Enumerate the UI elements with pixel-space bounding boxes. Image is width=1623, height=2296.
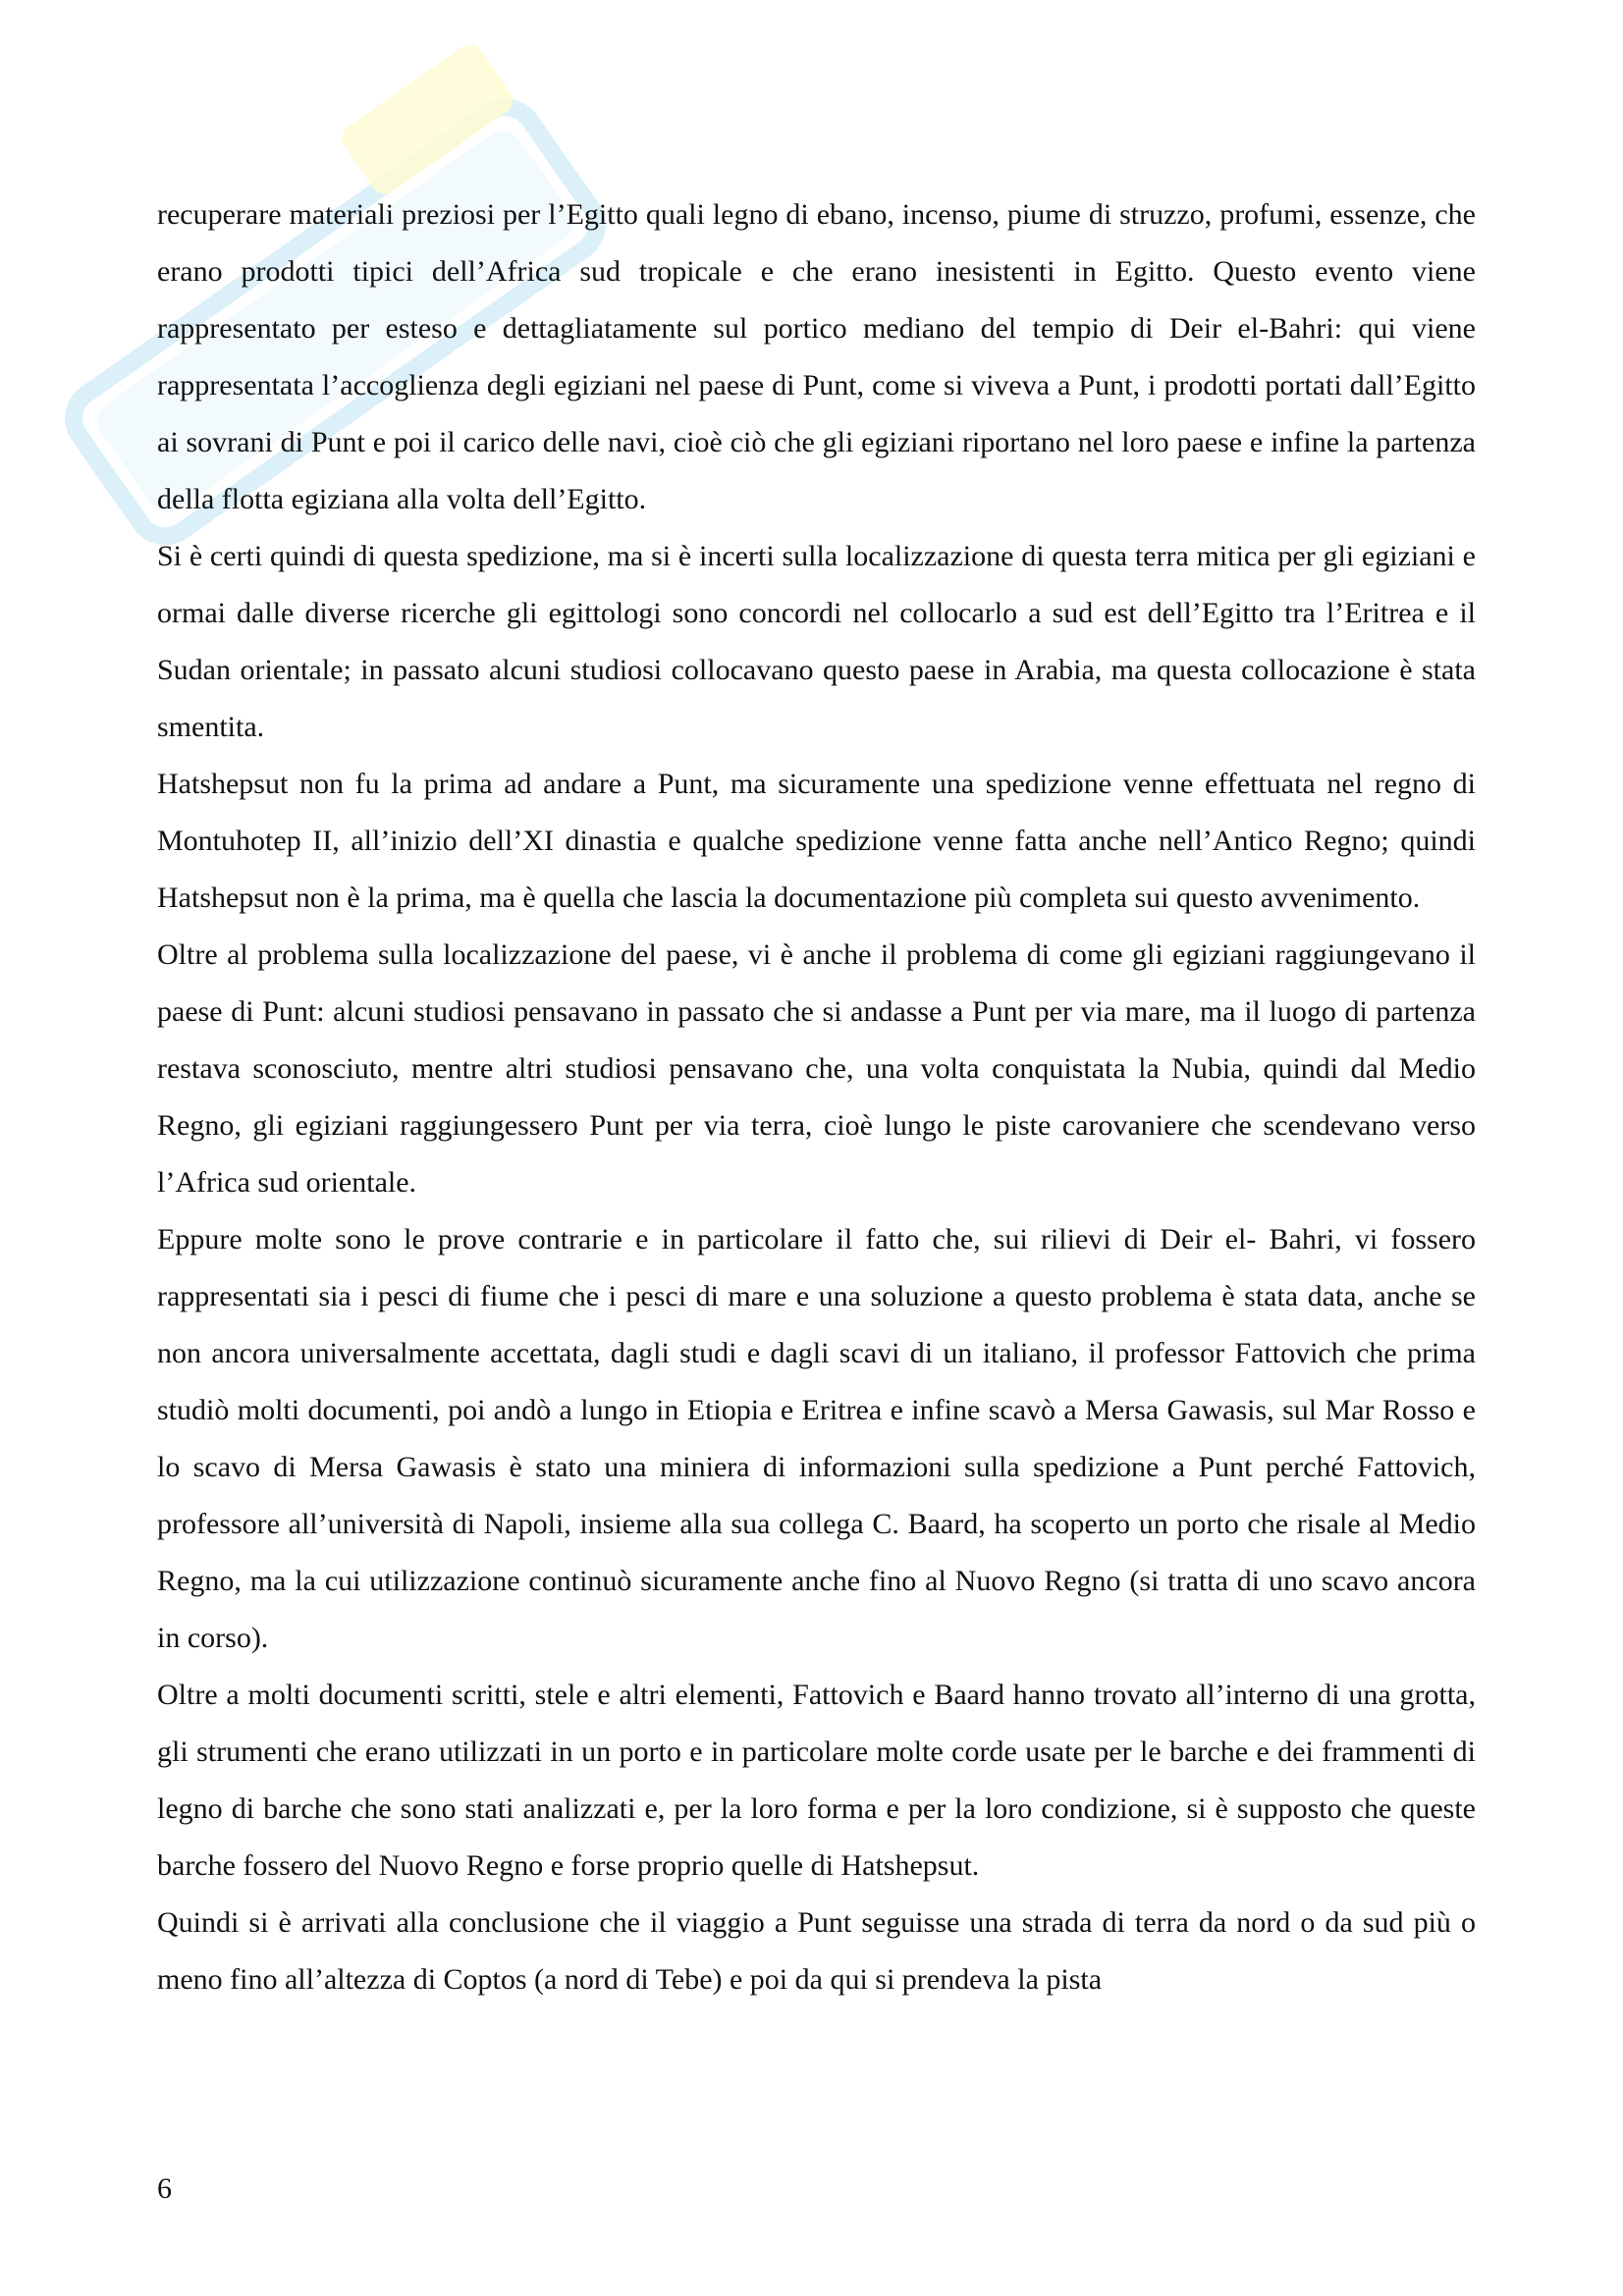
paragraph-5: Eppure molte sono le prove contrarie e in particolare il fatto che, sui rilievi di Deir el- Bahri, vi fossero rappresentati sia i pesci di fiume che i pesci di mare e una soluzione a questo problema è stata data, anche se non ancora universalmente accettata, dagli studi e dagli scavi di un italiano, il professor Fattovich che prima studiò molti documenti, poi andò a lungo in Etiopia e Eritrea e infine scavò a Mersa Gawasis, sul Mar Rosso e lo scavo di Mersa Gawasis è stato una miniera di informazioni sulla spedizione a Punt perché Fattovich, professore all’università di Napoli, insieme alla sua collega C. Baard, ha scoperto un porto che risale al Medio Regno, ma la cui utilizzazione continuò sicuramente anche fino al Nuovo Regno (si tratta di uno scavo ancora in corso). <box>157 1223 1476 1654</box>
page-number: 6 <box>157 2172 172 2205</box>
paragraph-1: recuperare materiali preziosi per l’Egitto quali legno di ebano, incenso, piume di struzzo, profumi, essenze, che erano prodotti tipici dell’Africa sud tropicale e che erano inesistenti in Egitto. Questo evento viene rappresentato per esteso e dettagliatamente sul portico mediano del tempio di Deir el-Bahri: qui viene rappresentata l’accoglienza degli egiziani nel paese di Punt, come si viveva a Punt, i prodotti portati dall’Egitto ai sovrani di Punt e poi il carico delle navi, cioè ciò che gli egiziani riportano nel loro paese e infine la partenza della flotta egiziana alla volta dell’Egitto. <box>157 198 1476 515</box>
paragraph-2: Si è certi quindi di questa spedizione, ma si è incerti sulla localizzazione di questa terra mitica per gli egiziani e ormai dalle diverse ricerche gli egittologi sono concordi nel collocarlo a sud est dell’Egitto tra l’Eritrea e il Sudan orientale; in passato alcuni studiosi collocavano questo paese in Arabia, ma questa collocazione è stata smentita. <box>157 540 1476 743</box>
paragraph-7: Quindi si è arrivati alla conclusione che il viaggio a Punt seguisse una strada di terra da nord o da sud più o meno fino all’altezza di Coptos (a nord di Tebe) e poi da qui si prendeva la pista <box>157 1906 1476 1996</box>
paragraph-4: Oltre al problema sulla localizzazione del paese, vi è anche il problema di come gli egiziani raggiungevano il paese di Punt: alcuni studiosi pensavano in passato che si andasse a Punt per via mare, ma il luogo di partenza restava sconosciuto, mentre altri studiosi pensavano che, una volta conquistata la Nubia, quindi dal Medio Regno, gli egiziani raggiungessero Punt per via terra, cioè lungo le piste carovaniere che scendevano verso l’Africa sud orientale. <box>157 938 1476 1199</box>
document-body <box>157 187 1476 2008</box>
paragraph-3: Hatshepsut non fu la prima ad andare a Punt, ma sicuramente una spedizione venne effettuata nel regno di Montuhotep II, all’inizio dell’XI dinastia e qualche spedizione venne fatta anche nell’Antico Regno; quindi Hatshepsut non è la prima, ma è quella che lascia la documentazione più completa sui questo avvenimento. <box>157 768 1476 914</box>
paragraph-6: Oltre a molti documenti scritti, stele e altri elementi, Fattovich e Baard hanno trovato all’interno di una grotta, gli strumenti che erano utilizzati in un porto e in particolare molte corde usate per le barche e dei frammenti di legno di barche che sono stati analizzati e, per la loro forma e per la loro condizione, si è supposto che queste barche fossero del Nuovo Regno e forse proprio quelle di Hatshepsut. <box>157 1679 1476 1882</box>
